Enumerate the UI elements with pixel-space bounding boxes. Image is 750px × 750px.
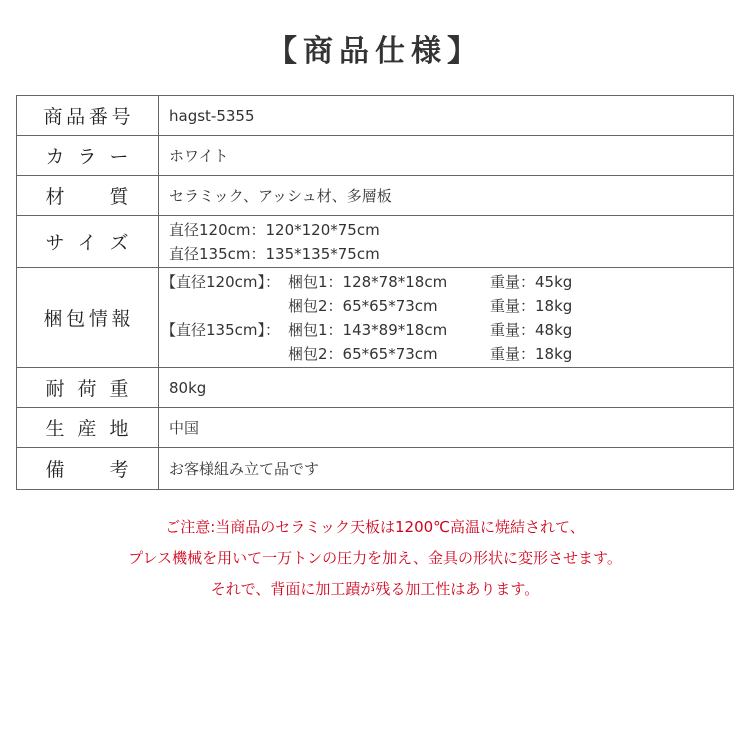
packing-group [161,294,288,318]
packing-item: 梱包2：65*65*73cm [288,344,438,363]
table-row-material [17,176,734,216]
packing-line [161,294,733,318]
spec-table [16,95,734,490]
remarks-value: お客様組み立て品です [159,448,734,490]
packing-item: 梱包1：143*89*18cm [288,320,448,339]
table-row-load-capacity [17,368,734,408]
size-line: 直径135cm：135*135*75cm [169,244,380,263]
caution-notes [0,512,750,605]
packing-line [161,318,733,342]
row-label: 材 質 [17,176,159,216]
table-row-color [17,136,734,176]
row-label: 商 品 番 号 [17,96,159,136]
row-label: 備 考 [17,448,159,490]
row-label: 梱 包 情 報 [17,268,159,368]
size-value [159,216,734,268]
table-row-packing [17,268,734,368]
table-row-origin [17,408,734,448]
material-value: セラミック、アッシュ材、多層板 [159,176,734,216]
table-row-remarks [17,448,734,490]
packing-item: 梱包2：65*65*73cm [288,296,438,315]
row-label: 生 産 地 [17,408,159,448]
caution-note: ご注意:当商品のセラミック天板は1200℃高温に焼結されて、 [165,518,585,536]
packing-value [159,268,734,368]
row-label: サ イ ズ [17,216,159,268]
product-number-value: hagst-5355 [159,96,734,136]
page-title: 【商品仕様】 [267,34,483,69]
packing-group: 【直径135cm】： [161,320,280,339]
packing-line [161,270,733,294]
row-label: 耐 荷 重 [17,368,159,408]
packing-item: 梱包1：128*78*18cm [288,272,448,291]
packing-weight: 重量：18kg [490,296,573,315]
table-row-product-number [17,96,734,136]
origin-value: 中国 [159,408,734,448]
load-capacity-value: 80kg [159,368,734,408]
caution-note: プレス機械を用いて一万トンの圧力を加え、金具の形状に変形させます。 [128,549,622,567]
packing-weight: 重量：48kg [490,320,573,339]
size-line: 直径120cm：120*120*75cm [169,220,380,239]
table-row-size [17,216,734,268]
packing-weight: 重量：45kg [490,272,573,291]
packing-weight: 重量：18kg [490,344,573,363]
row-label: カ ラ ー [17,136,159,176]
packing-line [161,342,733,366]
color-value: ホワイト [159,136,734,176]
packing-group: 【直径120cm】： [161,272,280,291]
caution-note: それで、背面に加工蹟が残る加工性はあります。 [210,580,540,598]
packing-group [161,342,288,366]
